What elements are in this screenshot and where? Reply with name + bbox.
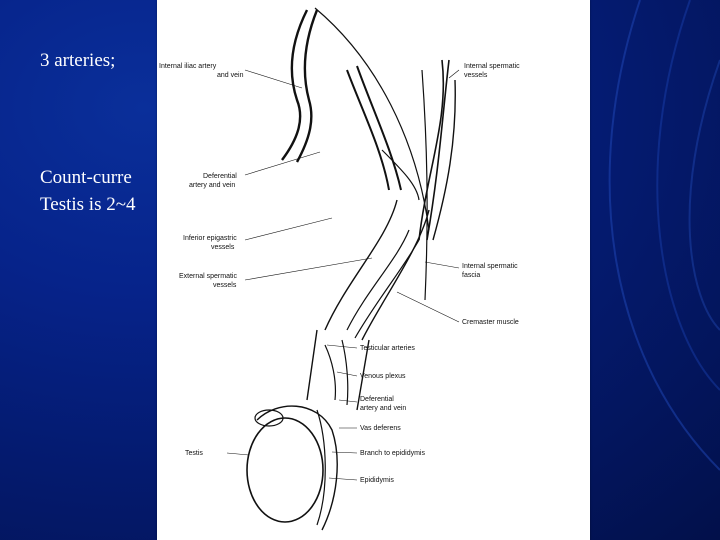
label-inferior-epigastric-2: vessels xyxy=(211,244,235,251)
label-external-spermatic-1: External spermatic xyxy=(179,273,237,280)
label-internal-spermatic-2: vessels xyxy=(464,72,488,79)
label-testis: Testis xyxy=(185,450,203,457)
label-deferential-2: artery and vein xyxy=(189,182,236,189)
label-epididymis: Epididymis xyxy=(360,477,394,484)
label-external-spermatic-2: vessels xyxy=(213,282,237,289)
label-testicular-arteries: Testicular arteries xyxy=(360,345,415,352)
label-internal-iliac-2: and vein xyxy=(217,72,244,79)
label-deferential-1: Deferential xyxy=(203,173,237,180)
label-deferential-lower-2: artery and vein xyxy=(360,405,407,412)
label-internal-spermatic-1: Internal spermatic xyxy=(464,63,520,70)
label-internal-fascia-1: Internal spermatic xyxy=(462,263,518,270)
label-inferior-epigastric-1: Inferior epigastric xyxy=(183,235,237,242)
label-internal-fascia-2: fascia xyxy=(462,272,481,279)
label-internal-iliac-1: Internal iliac artery xyxy=(159,63,217,70)
bullet-text-countercurrent: Count-curre xyxy=(40,167,132,188)
label-deferential-lower-1: Deferential xyxy=(360,396,394,403)
label-venous-plexus: Venous plexus xyxy=(360,373,406,380)
label-cremaster: Cremaster muscle xyxy=(462,319,519,326)
label-vas-deferens: Vas deferens xyxy=(360,425,401,432)
anatomy-figure xyxy=(157,0,590,540)
anatomy-diagram xyxy=(157,0,590,540)
bullet-text-arteries: 3 arteries; xyxy=(40,50,116,71)
bullet-text-testis: Testis is 2~4 xyxy=(40,194,136,215)
label-branch-epididymis: Branch to epididymis xyxy=(360,450,425,457)
